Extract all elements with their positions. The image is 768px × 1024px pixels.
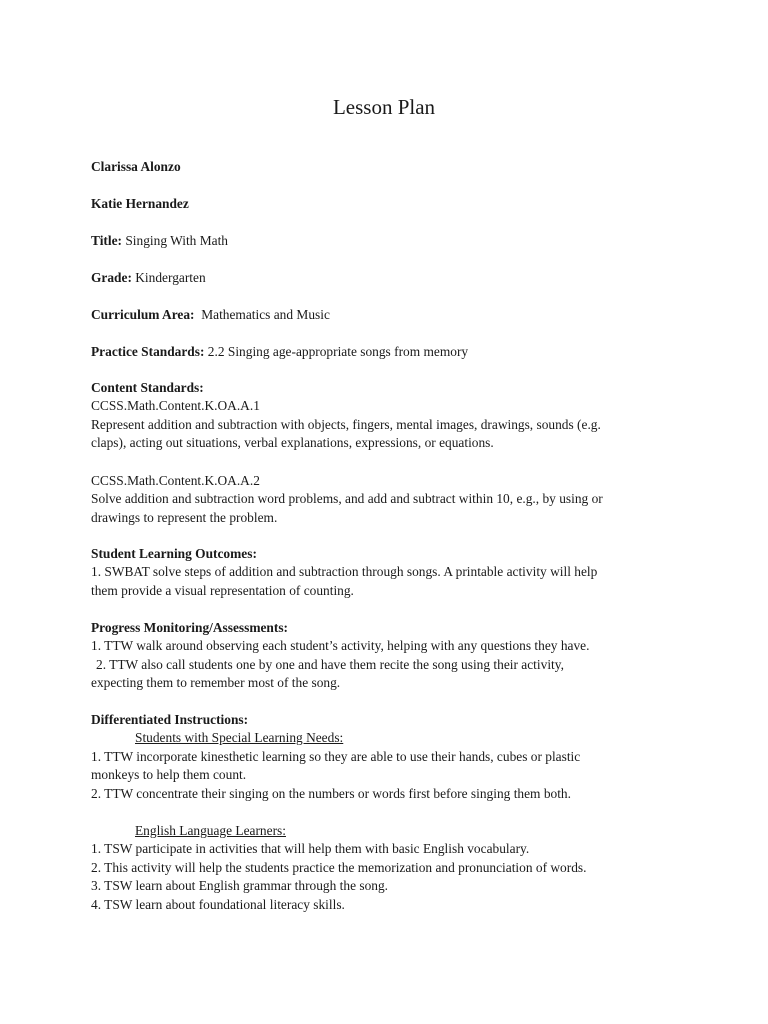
document-title: Lesson Plan (332, 95, 436, 119)
section-heading: Progress Monitoring/Assessments: (91, 620, 289, 635)
section-heading: Content Standards: (91, 380, 204, 395)
assessment-line: 1. TTW walk around observing each student’s activity, helping with any questions they have. (91, 638, 590, 654)
instruction-line: monkeys to help them count. (91, 767, 247, 783)
standard-code: CCSS.Math.Content.K.OA.A.1 (91, 398, 260, 414)
standard-text-line: Solve addition and subtraction word problems, and add and subtract within 10, e.g., by using or (91, 491, 603, 507)
field-value: Kindergarten (135, 270, 206, 285)
field-label: Curriculum Area: (91, 307, 195, 322)
outcome-line: 1. SWBAT solve steps of addition and subtraction through songs. A printable activity will help (91, 564, 598, 580)
curriculum-field (91, 306, 681, 324)
differentiated-section (91, 711, 681, 803)
section-heading: Differentiated Instructions: (91, 712, 249, 727)
progress-monitoring-section (91, 619, 681, 693)
author-2 (91, 195, 681, 213)
instruction-line: 1. TTW incorporate kinesthetic learning so they are able to use their hands, cubes or plastic (91, 748, 581, 764)
field-label: Grade: (91, 270, 132, 285)
title-field (91, 232, 681, 250)
author-name: Katie Hernandez (91, 196, 189, 211)
standard-text-line: Represent addition and subtraction with objects, fingers, mental images, drawings, sounds (e.g. (91, 416, 601, 432)
subheading: English Language Learners: (135, 823, 286, 838)
author-name: Clarissa Alonzo (91, 159, 181, 174)
learning-outcomes-section (91, 545, 681, 600)
instruction-line: 2. TTW concentrate their singing on the numbers or words first before singing them both. (91, 785, 571, 801)
field-value: Mathematics and Music (201, 307, 330, 322)
instruction-line: 1. TSW participate in activities that will help them with basic English vocabulary. (91, 841, 530, 857)
standard-text-line: drawings to represent the problem. (91, 509, 278, 525)
field-value: Singing With Math (125, 233, 228, 248)
outcome-line: them provide a visual representation of counting. (91, 582, 354, 598)
assessment-line: expecting them to remember most of the song. (91, 675, 341, 691)
ell-section (91, 822, 681, 914)
subheading: Students with Special Learning Needs: (135, 730, 344, 746)
section-heading: Student Learning Outcomes: (91, 546, 257, 561)
content-standard-2 (91, 472, 681, 527)
instruction-line: 2. This activity will help the students practice the memorization and pronunciation of words. (91, 859, 587, 875)
field-value: 2.2 Singing age-appropriate songs from memory (207, 344, 469, 359)
field-label: Title: (91, 233, 122, 248)
standard-text-line: claps), acting out situations, verbal explanations, expressions, or equations. (91, 435, 494, 451)
assessment-line: 2. TTW also call students one by one and have them recite the song using their activity, (96, 656, 564, 672)
standard-code: CCSS.Math.Content.K.OA.A.2 (91, 473, 260, 488)
instruction-line: 4. TSW learn about foundational literacy skills. (91, 896, 345, 912)
author-1 (91, 158, 681, 176)
grade-field (91, 269, 681, 287)
field-label: Practice Standards: (91, 344, 205, 359)
instruction-line: 3. TSW learn about English grammar through the song. (91, 878, 389, 894)
content-standards-section (91, 379, 681, 453)
practice-standards-field (91, 343, 681, 361)
